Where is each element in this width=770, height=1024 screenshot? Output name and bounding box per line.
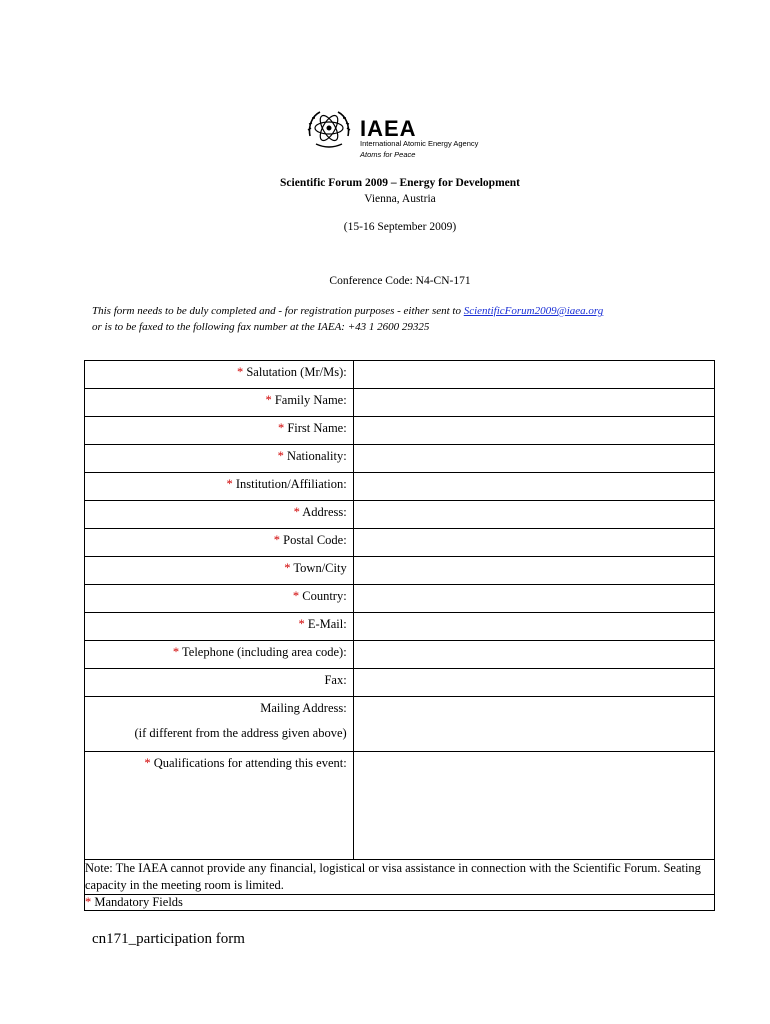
mailing-address-label: Mailing Address: [260, 701, 347, 715]
intro-line1: This form needs to be duly completed and - for registration purposes - either sent to [92, 305, 464, 317]
required-marker: * [226, 477, 233, 491]
mandatory-fields-label: Mandatory Fields [94, 895, 183, 909]
email-link[interactable]: ScientificForum2009@iaea.org [463, 305, 604, 317]
required-marker: * [236, 365, 244, 379]
qualifications-field[interactable] [353, 752, 714, 860]
required-marker: * [298, 617, 305, 631]
forum-location: Vienna, Austria [364, 193, 436, 205]
field-input[interactable] [353, 473, 714, 501]
form-row [85, 641, 715, 669]
note-row [85, 860, 715, 895]
field-label: Family Name: [274, 393, 347, 407]
logo-motto: Atoms for Peace [360, 150, 416, 159]
iaea-logo [302, 106, 502, 162]
required-marker: * [284, 561, 291, 575]
field-input[interactable] [353, 641, 714, 669]
mailing-address-sub: (if different from the address given above) [134, 726, 347, 740]
field-label: Fax: [324, 673, 347, 687]
field-input[interactable] [353, 669, 714, 697]
form-row [85, 445, 715, 473]
mailing-address-field[interactable] [353, 697, 714, 752]
required-marker: * [144, 756, 151, 770]
field-input[interactable] [353, 389, 714, 417]
required-marker: * [293, 505, 300, 519]
intro-line2: or is to be faxed to the following fax number at the IAEA: +43 1 2600 29325 [92, 321, 430, 333]
required-marker: * [265, 393, 272, 407]
field-label: Postal Code: [283, 533, 347, 547]
form-row [85, 501, 715, 529]
mandatory-row [85, 895, 715, 911]
note-text: Note: The IAEA cannot provide any financial, logistical or visa assistance in connection with the Scientific Forum. Seating capacity in the meeting room is limited. [85, 860, 715, 895]
field-label: Address: [302, 505, 347, 519]
form-row [85, 473, 715, 501]
qualifications-row [85, 752, 715, 860]
atom-emblem-icon [302, 106, 356, 152]
mailing-address-row [85, 697, 715, 752]
required-marker: * [172, 645, 180, 659]
field-label: Nationality: [286, 449, 347, 463]
logo-subtitle: International Atomic Energy Agency [360, 139, 479, 148]
field-input[interactable] [353, 529, 714, 557]
form-row [85, 669, 715, 697]
field-input[interactable] [353, 585, 714, 613]
field-label: Salutation (Mr/Ms): [246, 365, 347, 379]
form-row [85, 557, 715, 585]
form-row [85, 389, 715, 417]
field-label: Telephone (including area code): [182, 645, 347, 659]
required-marker: * [292, 589, 300, 603]
logo-name: IAEA [360, 116, 417, 141]
field-label: Country: [302, 589, 347, 603]
required-marker: * [277, 449, 284, 463]
qualifications-label: Qualifications for attending this event: [153, 756, 347, 770]
field-input[interactable] [353, 613, 714, 641]
required-marker: * [273, 533, 281, 547]
registration-form [84, 360, 715, 911]
field-input[interactable] [353, 417, 714, 445]
field-label: Town/City [293, 561, 347, 575]
form-row [85, 613, 715, 641]
conference-code: Conference Code: N4-CN-171 [329, 275, 471, 287]
field-label: Institution/Affiliation: [235, 477, 347, 491]
field-input[interactable] [353, 361, 714, 389]
form-row [85, 585, 715, 613]
form-footer: cn171_participation form [92, 931, 245, 947]
field-input[interactable] [353, 445, 714, 473]
field-input[interactable] [353, 557, 714, 585]
required-marker: * [85, 895, 92, 909]
intro-text [92, 303, 722, 335]
field-label: E-Mail: [307, 617, 347, 631]
field-label: First Name: [287, 421, 347, 435]
field-input[interactable] [353, 501, 714, 529]
form-row [85, 529, 715, 557]
required-marker: * [277, 421, 285, 435]
form-row [85, 417, 715, 445]
form-row [85, 361, 715, 389]
forum-dates: (15-16 September 2009) [343, 221, 457, 233]
forum-title: Scientific Forum 2009 – Energy for Development [280, 177, 520, 189]
